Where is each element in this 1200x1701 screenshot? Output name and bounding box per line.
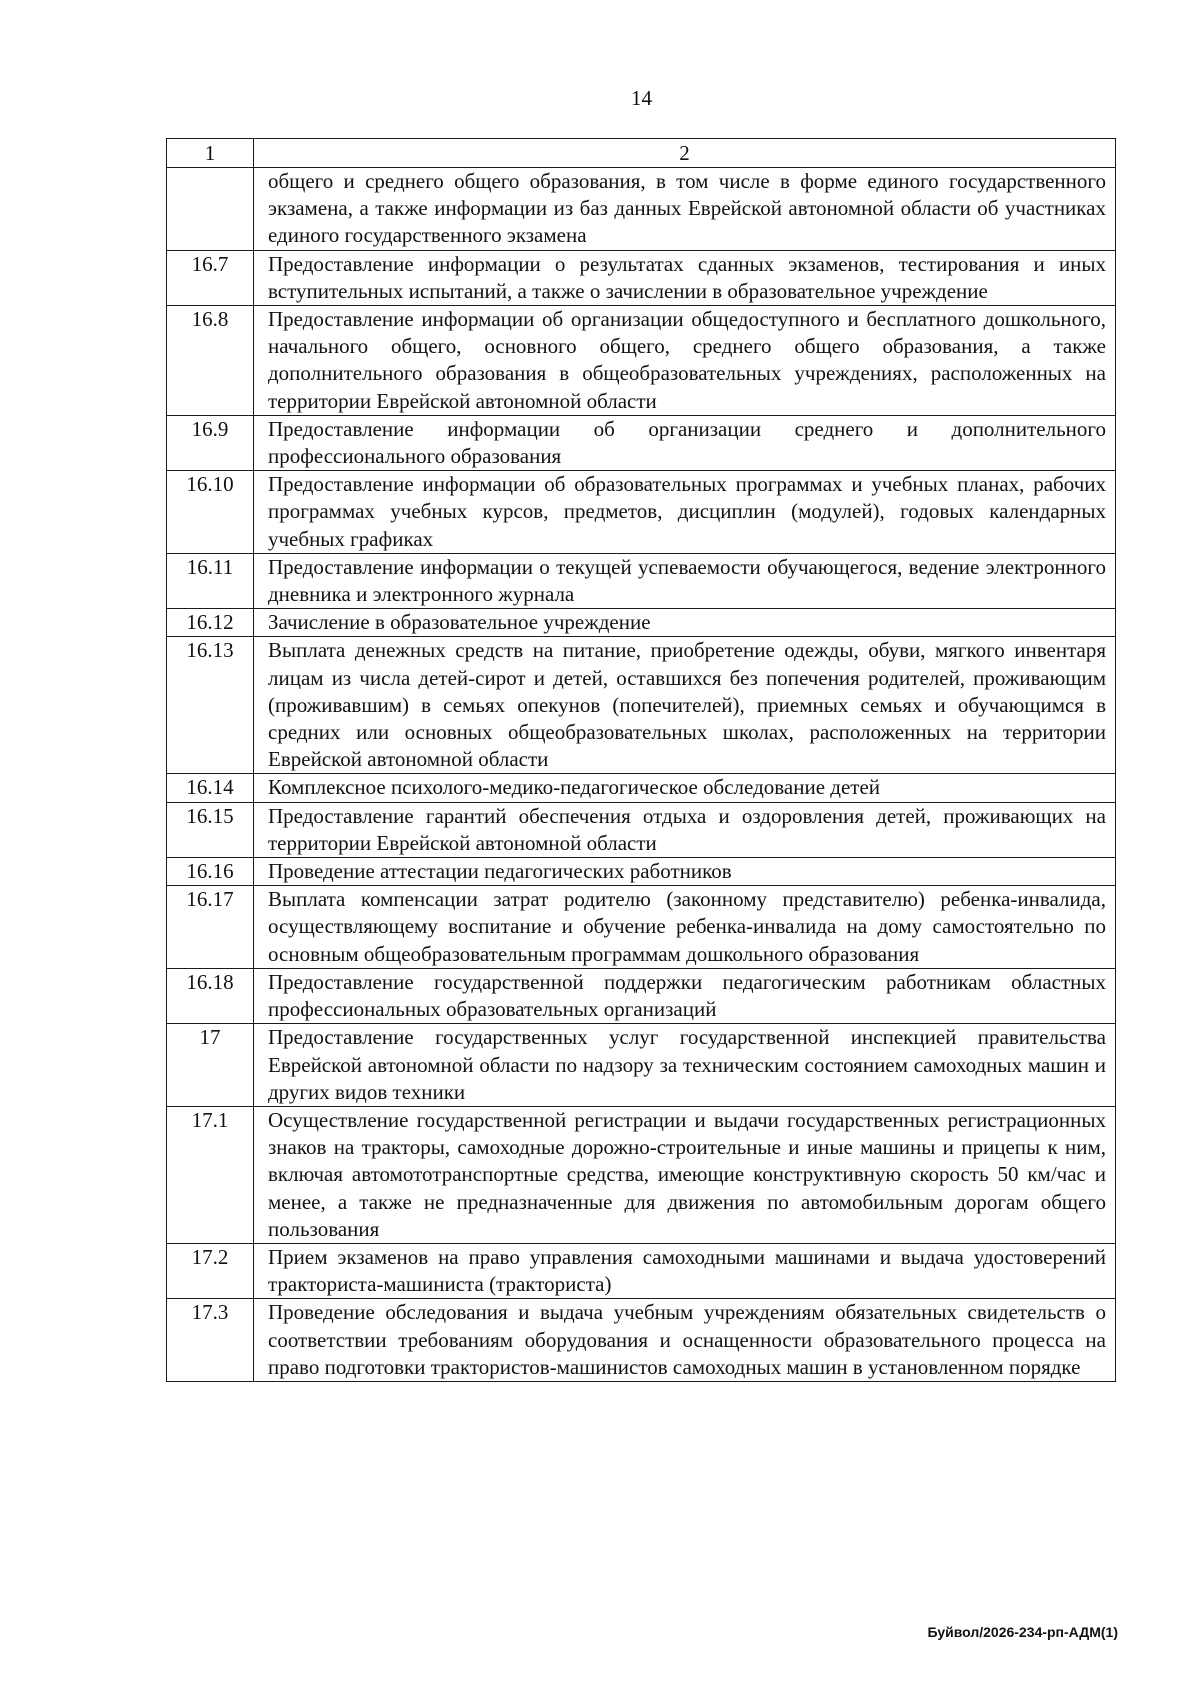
row-number: 16.16 (167, 858, 254, 886)
header-col-2: 2 (254, 139, 1116, 168)
table-row (167, 250, 1116, 305)
row-number: 16.9 (167, 415, 254, 470)
table-row (167, 1106, 1116, 1243)
table-header (167, 139, 1116, 168)
page-number: 14 (631, 86, 652, 110)
table-row (167, 802, 1116, 857)
row-text: Предоставление информации об организации среднего и дополнительного профессионального образования (254, 415, 1116, 470)
row-text: Предоставление гарантий обеспечения отдыха и оздоровления детей, проживающих на территории Еврейской автономной области (254, 802, 1116, 857)
table-row (167, 637, 1116, 774)
row-text: Зачисление в образовательное учреждение (254, 609, 1116, 637)
row-number (167, 168, 254, 251)
row-number: 16.17 (167, 886, 254, 969)
services-table (166, 138, 1116, 1382)
row-text: Прием экзаменов на право управления самоходными машинами и выдача удостоверений тракториста-машиниста (тракториста) (254, 1243, 1116, 1298)
row-text: Осуществление государственной регистрации и выдачи государственных регистрационных знаков на тракторы, самоходные дорожно-строительные и иные машины и прицепы к ним, включая автомототранспортные средства, имеющие конструктивную скорость 50 км/час и менее, а также не предназначенные для движения по автомобильным дорогам общего пользования (254, 1106, 1116, 1243)
row-text: Предоставление государственных услуг государственной инспекцией правительства Еврейской автономной области по надзору за техническим состоянием самоходных машин и других видов техники (254, 1024, 1116, 1107)
table-row (167, 1299, 1116, 1382)
row-text: Предоставление информации об организации общедоступного и бесплатного дошкольного, начального общего, основного общего, среднего общего образования, а также дополнительного образования в общеобразовательных учреждениях, расположенных на территории Еврейской автономной области (254, 306, 1116, 416)
row-text: Выплата компенсации затрат родителю (законному представителю) ребенка-инвалида, осуществляющему воспитание и обучение ребенка-инвалида на дому самостоятельно по основным общеобразовательным программам дошкольного образования (254, 886, 1116, 969)
row-number: 16.12 (167, 609, 254, 637)
row-text: общего и среднего общего образования, в том числе в форме единого государственного экзамена, а также информации из баз данных Еврейской автономной области об участниках единого государственного экзамена (254, 168, 1116, 251)
row-number: 16.10 (167, 471, 254, 554)
table-row (167, 306, 1116, 416)
row-text: Выплата денежных средств на питание, приобретение одежды, обуви, мягкого инвентаря лицам из числа детей-сирот и детей, оставшихся без попечения родителей, проживающим (проживавшим) в семьях опекунов (попечителей), приемных семьях и обучающимся в средних или основных общеобразовательных школах, расположенных на территории Еврейской автономной области (254, 637, 1116, 774)
row-number: 16.13 (167, 637, 254, 774)
document-code: Буйвол/2026-234-рп-АДМ(1) (927, 1624, 1118, 1640)
row-number: 16.14 (167, 774, 254, 802)
table-row (167, 415, 1116, 470)
table-row (167, 774, 1116, 802)
row-text: Проведение аттестации педагогических работников (254, 858, 1116, 886)
table-row (167, 1024, 1116, 1107)
row-text: Комплексное психолого-медико-педагогическое обследование детей (254, 774, 1116, 802)
row-number: 17.2 (167, 1243, 254, 1298)
table-row (167, 1243, 1116, 1298)
row-number: 16.11 (167, 553, 254, 608)
row-number: 17.1 (167, 1106, 254, 1243)
row-text: Предоставление информации об образовательных программах и учебных планах, рабочих программах учебных курсов, предметов, дисциплин (модулей), годовых календарных учебных графиках (254, 471, 1116, 554)
table-row (167, 168, 1116, 251)
header-col-1: 1 (167, 139, 254, 168)
row-number: 16.7 (167, 250, 254, 305)
row-number: 17 (167, 1024, 254, 1107)
table-row (167, 609, 1116, 637)
table-body (167, 168, 1116, 1382)
table-row (167, 968, 1116, 1023)
table-row (167, 553, 1116, 608)
row-text: Предоставление государственной поддержки педагогическим работникам областных профессиональных образовательных организаций (254, 968, 1116, 1023)
table-row (167, 471, 1116, 554)
row-number: 16.18 (167, 968, 254, 1023)
row-text: Предоставление информации о текущей успеваемости обучающегося, ведение электронного дневника и электронного журнала (254, 553, 1116, 608)
row-number: 17.3 (167, 1299, 254, 1382)
row-text: Предоставление информации о результатах сданных экзаменов, тестирования и иных вступительных испытаний, а также о зачислении в образовательное учреждение (254, 250, 1116, 305)
table-header-row (167, 139, 1116, 168)
row-number: 16.8 (167, 306, 254, 416)
table-row (167, 886, 1116, 969)
row-text: Проведение обследования и выдача учебным учреждениям обязательных свидетельств о соответствии требованиям оборудования и оснащенности образовательного процесса на право подготовки трактористов-машинистов самоходных машин в установленном порядке (254, 1299, 1116, 1382)
row-number: 16.15 (167, 802, 254, 857)
table-row (167, 858, 1116, 886)
